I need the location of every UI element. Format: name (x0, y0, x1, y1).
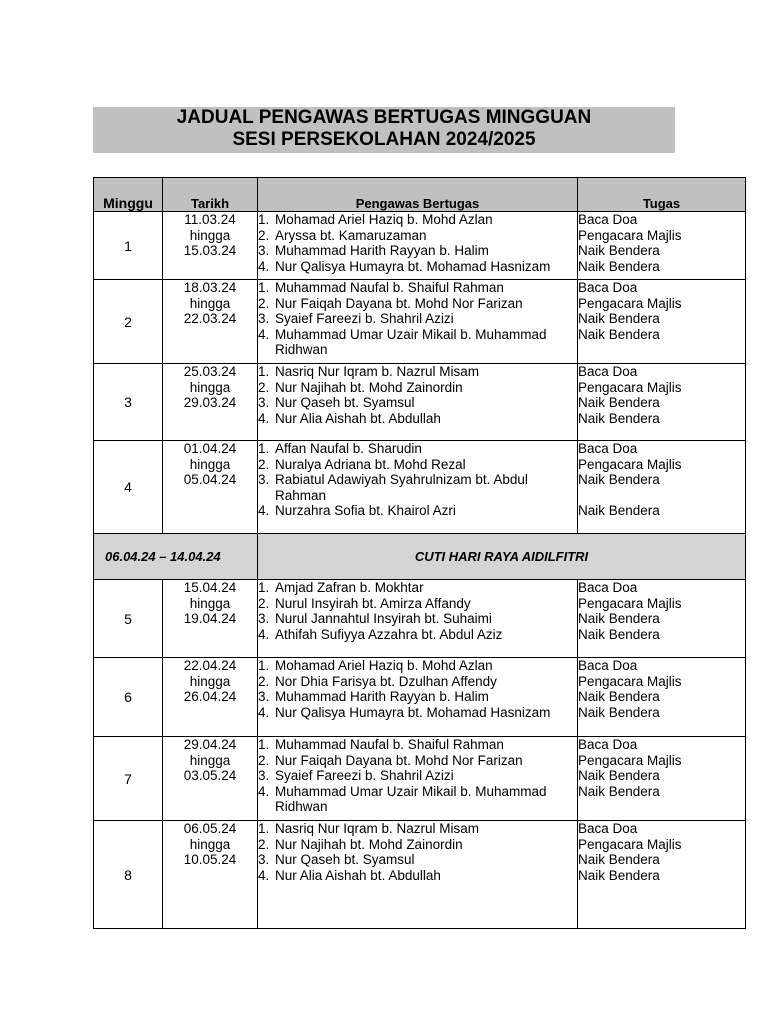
prefect-name: Muhammad Umar Uzair Mikail b. Muhammad Ridhwan (275, 783, 547, 814)
prefect-list-item (258, 364, 577, 380)
list-number: 3. (258, 472, 270, 487)
prefect-list-item (258, 674, 577, 690)
prefect-list-item (258, 411, 577, 427)
prefect-name: Nur Alia Aishah bt. Abdullah (275, 867, 441, 883)
duty-label: Pengacara Majlis (578, 836, 682, 852)
week-number: 1 (94, 212, 163, 280)
duty-label: Naik Bendera (578, 689, 660, 704)
date-line: 01.04.24 (183, 441, 237, 456)
duty-label: Baca Doa (578, 580, 638, 595)
duty-schedule-table (93, 177, 746, 929)
list-number: 4. (258, 503, 270, 518)
week-number: 5 (94, 580, 163, 658)
duty-label: Naik Bendera (578, 768, 660, 783)
title-line-2: SESI PERSEKOLAHAN 2024/2025 (232, 129, 536, 150)
date-line: hingga (189, 836, 231, 852)
date-line: hingga (189, 456, 231, 472)
list-number: 1. (258, 441, 270, 456)
prefect-list-cell (258, 737, 578, 821)
duty-label: Pengacara Majlis (578, 295, 682, 311)
date-line: 03.05.24 (183, 768, 237, 783)
prefect-name: Nasriq Nur Iqram b. Nazrul Misam (275, 821, 480, 836)
list-number: 1. (258, 737, 270, 752)
list-number: 3. (258, 395, 270, 410)
list-number: 1. (258, 658, 270, 673)
date-line: hingga (189, 379, 231, 395)
duty-label: Naik Bendera (578, 472, 660, 487)
duty-label: Naik Bendera (578, 258, 660, 274)
prefect-list-item (258, 327, 577, 358)
prefect-list-item (258, 737, 577, 753)
date-line: hingga (189, 227, 231, 243)
duty-label: Baca Doa (578, 441, 638, 456)
header-date: Tarikh (163, 178, 258, 212)
duty-label: Naik Bendera (578, 867, 660, 883)
week-number: 3 (94, 364, 163, 441)
duty-label: Baca Doa (578, 737, 638, 752)
header-prefects: Pengawas Bertugas (258, 178, 578, 212)
duty-label: Naik Bendera (578, 311, 660, 326)
duty-label: Naik Bendera (578, 395, 660, 410)
prefect-list-cell (258, 821, 578, 929)
week-row (94, 364, 746, 441)
prefect-name: Syaief Fareezi b. Shahril Azizi (275, 311, 454, 326)
week-row (94, 737, 746, 821)
list-number: 2. (258, 295, 270, 311)
duty-label: Naik Bendera (578, 243, 660, 258)
date-range-cell (163, 737, 258, 821)
list-number: 4. (258, 867, 270, 883)
prefect-list-item (258, 259, 577, 275)
duty-label: Naik Bendera (578, 783, 660, 799)
prefect-list-item (258, 228, 577, 244)
holiday-date-range: 06.04.24 – 14.04.24 (94, 534, 258, 580)
duty-list-cell (578, 364, 746, 441)
prefect-list-cell (258, 280, 578, 364)
week-row (94, 580, 746, 658)
list-number: 2. (258, 227, 270, 243)
list-number: 1. (258, 821, 270, 836)
duty-label: Naik Bendera (578, 503, 660, 518)
list-number: 3. (258, 243, 270, 258)
prefect-name: Muhammad Naufal b. Shaiful Rahman (275, 737, 504, 752)
duty-list-cell (578, 580, 746, 658)
prefect-list-item (258, 837, 577, 853)
header-week: Minggu (94, 178, 163, 212)
prefect-name: Syaief Fareezi b. Shahril Azizi (275, 768, 454, 783)
list-number: 3. (258, 852, 270, 867)
prefect-name: Nur Qaseh bt. Syamsul (275, 852, 415, 867)
duty-label: Baca Doa (578, 658, 638, 673)
date-line: 25.03.24 (183, 364, 237, 379)
prefect-name: Nurul Insyirah bt. Amirza Affandy (275, 595, 471, 611)
prefect-list-item (258, 212, 577, 228)
duty-label: Pengacara Majlis (578, 752, 682, 768)
date-line: 05.04.24 (183, 472, 237, 487)
holiday-row (94, 534, 746, 580)
week-number: 6 (94, 658, 163, 737)
prefect-list-cell (258, 364, 578, 441)
duty-label: Pengacara Majlis (578, 456, 682, 472)
prefect-list-item (258, 457, 577, 473)
date-range-cell (163, 212, 258, 280)
date-line: 06.05.24 (183, 821, 237, 836)
prefect-list-cell (258, 212, 578, 280)
date-line: 22.03.24 (183, 311, 237, 326)
prefect-list-item (258, 596, 577, 612)
list-number: 2. (258, 752, 270, 768)
date-line: 15.04.24 (183, 580, 237, 595)
list-number: 4. (258, 626, 270, 642)
list-number: 4. (258, 258, 270, 274)
duty-label: Naik Bendera (578, 611, 660, 626)
duty-list-cell (578, 441, 746, 534)
prefect-list-cell (258, 580, 578, 658)
prefect-name: Nur Najihah bt. Mohd Zainordin (275, 379, 463, 395)
prefect-name: Nur Qaseh bt. Syamsul (275, 395, 415, 410)
duty-label: Naik Bendera (578, 410, 660, 426)
prefect-list-item (258, 395, 577, 411)
prefect-list-item (258, 580, 577, 596)
week-number: 2 (94, 280, 163, 364)
prefect-list-item (258, 768, 577, 784)
prefect-name: Nurul Jannahtul Insyirah bt. Suhaimi (275, 611, 492, 626)
week-number: 8 (94, 821, 163, 929)
list-number: 4. (258, 704, 270, 720)
duty-label: Baca Doa (578, 280, 638, 295)
duty-label: Pengacara Majlis (578, 595, 682, 611)
prefect-list-item (258, 627, 577, 643)
date-range-cell (163, 821, 258, 929)
week-row (94, 441, 746, 534)
week-row (94, 212, 746, 280)
duty-label: Pengacara Majlis (578, 673, 682, 689)
prefect-list-item (258, 280, 577, 296)
prefect-name: Athifah Sufiyya Azzahra bt. Abdul Aziz (275, 626, 503, 642)
week-number: 7 (94, 737, 163, 821)
prefect-name: Affan Naufal b. Sharudin (275, 441, 422, 456)
prefect-name: Nur Alia Aishah bt. Abdullah (275, 410, 441, 426)
header-duties: Tugas (578, 178, 746, 212)
duty-label: Naik Bendera (578, 852, 660, 867)
list-number: 1. (258, 580, 270, 595)
date-range-cell (163, 280, 258, 364)
date-line: 29.03.24 (183, 395, 237, 410)
duty-list-cell (578, 280, 746, 364)
list-number: 2. (258, 456, 270, 472)
date-line: hingga (189, 752, 231, 768)
prefect-list-cell (258, 658, 578, 737)
prefect-list-item (258, 311, 577, 327)
prefect-list-item (258, 441, 577, 457)
date-range-cell (163, 441, 258, 534)
duty-list-cell (578, 737, 746, 821)
list-number: 3. (258, 311, 270, 326)
date-range-cell (163, 364, 258, 441)
list-number: 2. (258, 836, 270, 852)
week-row (94, 280, 746, 364)
prefect-list-item (258, 821, 577, 837)
prefect-name: Mohamad Ariel Haziq b. Mohd Azlan (275, 658, 493, 673)
date-line: 18.03.24 (183, 280, 237, 295)
prefect-name: Nur Najihah bt. Mohd Zainordin (275, 836, 463, 852)
duty-label: Naik Bendera (578, 704, 660, 720)
header-row (94, 178, 746, 212)
list-number: 2. (258, 595, 270, 611)
duty-label: Naik Bendera (578, 326, 660, 342)
list-number: 1. (258, 212, 270, 227)
prefect-list-item (258, 243, 577, 259)
date-line: 10.05.24 (183, 852, 237, 867)
prefect-name: Nur Qalisya Humayra bt. Mohamad Hasnizam (275, 704, 551, 720)
prefect-name: Nor Dhia Farisya bt. Dzulhan Affendy (275, 673, 497, 689)
title-line-1: JADUAL PENGAWAS BERTUGAS MINGGUAN (176, 107, 592, 128)
list-number: 1. (258, 364, 270, 379)
prefect-name: Rabiatul Adawiyah Syahrulnizam bt. Abdul Rahman (275, 472, 528, 503)
duty-list-cell (578, 821, 746, 929)
prefect-name: Nuralya Adriana bt. Mohd Rezal (275, 456, 466, 472)
prefect-list-item (258, 503, 577, 519)
list-number: 3. (258, 689, 270, 704)
list-number: 4. (258, 410, 270, 426)
prefect-list-item (258, 296, 577, 312)
prefect-list-item (258, 472, 577, 503)
week-row (94, 821, 746, 929)
prefect-name: Nur Qalisya Humayra bt. Mohamad Hasnizam (275, 258, 551, 274)
duty-label: Baca Doa (578, 212, 638, 227)
holiday-label: CUTI HARI RAYA AIDILFITRI (258, 534, 746, 580)
duty-list-cell (578, 212, 746, 280)
date-line: hingga (189, 295, 231, 311)
prefect-list-item (258, 784, 577, 815)
duty-label: Naik Bendera (578, 626, 660, 642)
date-line: 19.04.24 (183, 611, 237, 626)
duty-label: Pengacara Majlis (578, 227, 682, 243)
date-range-cell (163, 658, 258, 737)
week-row (94, 658, 746, 737)
prefect-name: Nur Faiqah Dayana bt. Mohd Nor Farizan (275, 295, 523, 311)
list-number: 3. (258, 611, 270, 626)
prefect-list-item (258, 658, 577, 674)
prefect-name: Nur Faiqah Dayana bt. Mohd Nor Farizan (275, 752, 523, 768)
list-number: 2. (258, 379, 270, 395)
prefect-list-item (258, 753, 577, 769)
date-line: 22.04.24 (183, 658, 237, 673)
date-line: 15.03.24 (183, 243, 237, 258)
prefect-name: Muhammad Umar Uzair Mikail b. Muhammad Ridhwan (275, 326, 547, 357)
list-number: 3. (258, 768, 270, 783)
prefect-list-cell (258, 441, 578, 534)
date-line: 26.04.24 (183, 689, 237, 704)
prefect-name: Muhammad Harith Rayyan b. Halim (275, 243, 489, 258)
prefect-name: Muhammad Naufal b. Shaiful Rahman (275, 280, 504, 295)
prefect-name: Muhammad Harith Rayyan b. Halim (275, 689, 489, 704)
date-range-cell (163, 580, 258, 658)
duty-label: Pengacara Majlis (578, 379, 682, 395)
prefect-list-item (258, 611, 577, 627)
prefect-name: Nasriq Nur Iqram b. Nazrul Misam (275, 364, 480, 379)
prefect-list-item (258, 380, 577, 396)
document-title (93, 107, 675, 153)
duty-label: Baca Doa (578, 364, 638, 379)
list-number: 2. (258, 673, 270, 689)
prefect-list-item (258, 868, 577, 884)
prefect-name: Mohamad Ariel Haziq b. Mohd Azlan (275, 212, 493, 227)
list-number: 1. (258, 280, 270, 295)
prefect-name: Amjad Zafran b. Mokhtar (275, 580, 424, 595)
prefect-list-item (258, 705, 577, 721)
date-line: hingga (189, 673, 231, 689)
duty-label (578, 488, 745, 504)
date-line: 29.04.24 (183, 737, 237, 752)
duty-list-cell (578, 658, 746, 737)
list-number: 4. (258, 783, 270, 799)
prefect-list-item (258, 852, 577, 868)
list-number: 4. (258, 326, 270, 342)
prefect-list-item (258, 689, 577, 705)
date-line: 11.03.24 (184, 212, 236, 227)
date-line: hingga (189, 595, 231, 611)
prefect-name: Nurzahra Sofia bt. Khairol Azri (275, 503, 456, 518)
prefect-name: Aryssa bt. Kamaruzaman (275, 227, 427, 243)
week-number: 4 (94, 441, 163, 534)
duty-label: Baca Doa (578, 821, 638, 836)
